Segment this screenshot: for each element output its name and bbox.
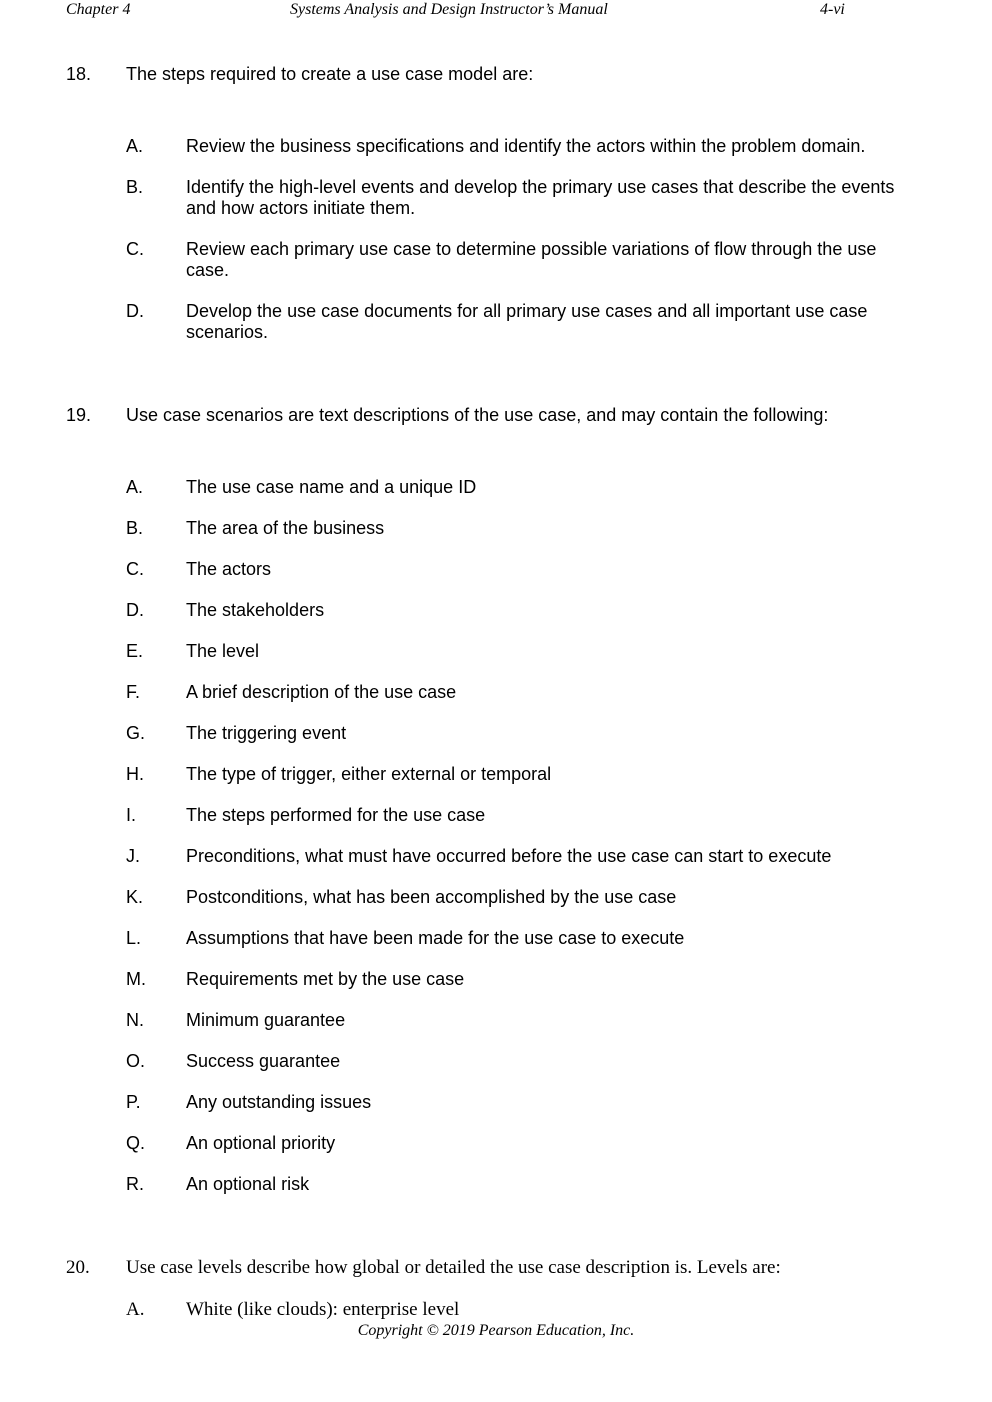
list-item [126, 723, 916, 744]
item-text: Assumptions that have been made for the use case to execute [186, 928, 685, 948]
item-text: The use case name and a unique ID [186, 477, 477, 497]
question-19-items [126, 477, 916, 1215]
item-text: Develop the use case documents for all primary use cases and all important use case scenarios. [186, 301, 868, 342]
list-item [126, 641, 916, 662]
list-item [126, 1010, 916, 1031]
item-letter: C. [126, 559, 144, 579]
item-letter: R. [126, 1174, 144, 1194]
item-letter: E. [126, 641, 144, 661]
item-letter: D. [126, 600, 144, 620]
item-text: Review each primary use case to determine possible variations of flow through the use case. [186, 239, 877, 280]
question-number: 19. [66, 405, 92, 425]
item-text: An optional risk [186, 1174, 310, 1194]
item-text: Minimum guarantee [186, 1010, 346, 1030]
question-20-items [126, 1299, 916, 1320]
item-text: The steps performed for the use case [186, 805, 486, 825]
list-item [126, 301, 916, 343]
list-item [126, 1051, 916, 1072]
item-text: The type of trigger, either external or temporal [186, 764, 552, 784]
copyright-notice: Copyright © 2019 Pearson Education, Inc. [357, 1322, 635, 1339]
question-number: 20. [66, 1257, 90, 1278]
list-item [126, 1133, 916, 1154]
item-letter: P. [126, 1092, 141, 1112]
list-item [126, 682, 916, 703]
list-item [126, 969, 916, 990]
list-item [126, 928, 916, 949]
list-item [126, 559, 916, 580]
list-item [126, 477, 916, 498]
item-letter: F. [126, 682, 141, 702]
item-text: The actors [186, 559, 272, 579]
item-letter: C. [126, 239, 144, 259]
item-text: The triggering event [186, 723, 347, 743]
list-item [126, 239, 916, 281]
item-text: Postconditions, what has been accomplished by the use case [186, 887, 677, 907]
item-letter: I. [126, 805, 137, 825]
list-item [126, 1299, 916, 1320]
item-letter: B. [126, 518, 144, 538]
item-letter: A. [126, 1299, 145, 1320]
question-number: 18. [66, 64, 92, 84]
page-footer [0, 1322, 992, 1340]
item-letter: H. [126, 764, 144, 784]
chapter-label: Chapter 4 [66, 1, 131, 18]
page-header [0, 0, 992, 22]
item-letter: A. [126, 136, 144, 156]
item-letter: O. [126, 1051, 146, 1071]
list-item [126, 518, 916, 539]
question-stem: Use case scenarios are text descriptions of the use case, and may contain the following: [126, 405, 829, 425]
item-text: Any outstanding issues [186, 1092, 372, 1112]
item-letter: L. [126, 928, 142, 948]
item-letter: Q. [126, 1133, 146, 1153]
item-text: Success guarantee [186, 1051, 341, 1071]
list-item [126, 887, 916, 908]
item-text: Identify the high-level events and develop the primary use cases that describe the events and how actors initiate them. [186, 177, 895, 218]
item-letter: D. [126, 301, 144, 321]
list-item [126, 600, 916, 621]
item-letter: G. [126, 723, 146, 743]
item-text: The area of the business [186, 518, 385, 538]
list-item [126, 1174, 916, 1195]
item-letter: N. [126, 1010, 144, 1030]
item-letter: M. [126, 969, 146, 989]
list-item [126, 1092, 916, 1113]
item-letter: A. [126, 477, 144, 497]
item-text: The level [186, 641, 260, 661]
list-item [126, 805, 916, 826]
item-text: The stakeholders [186, 600, 325, 620]
manual-title: Systems Analysis and Design Instructor’s Manual [290, 1, 608, 18]
item-text: Review the business specifications and identify the actors within the problem domain. [186, 136, 866, 156]
item-text: White (like clouds): enterprise level [186, 1299, 460, 1320]
item-text: Preconditions, what must have occurred before the use case can start to execute [186, 846, 832, 866]
item-text: Requirements met by the use case [186, 969, 465, 989]
item-letter: J. [126, 846, 141, 866]
page-number: 4-vi [820, 1, 845, 18]
question-18-items [126, 136, 916, 363]
item-letter: B. [126, 177, 144, 197]
item-letter: K. [126, 887, 144, 907]
list-item [126, 846, 916, 867]
item-text: A brief description of the use case [186, 682, 457, 702]
list-item [126, 764, 916, 785]
question-stem: Use case levels describe how global or detailed the use case description is. Levels are: [126, 1257, 781, 1278]
list-item [126, 177, 916, 219]
question-stem: The steps required to create a use case model are: [126, 64, 534, 84]
item-text: An optional priority [186, 1133, 336, 1153]
list-item [126, 136, 916, 157]
